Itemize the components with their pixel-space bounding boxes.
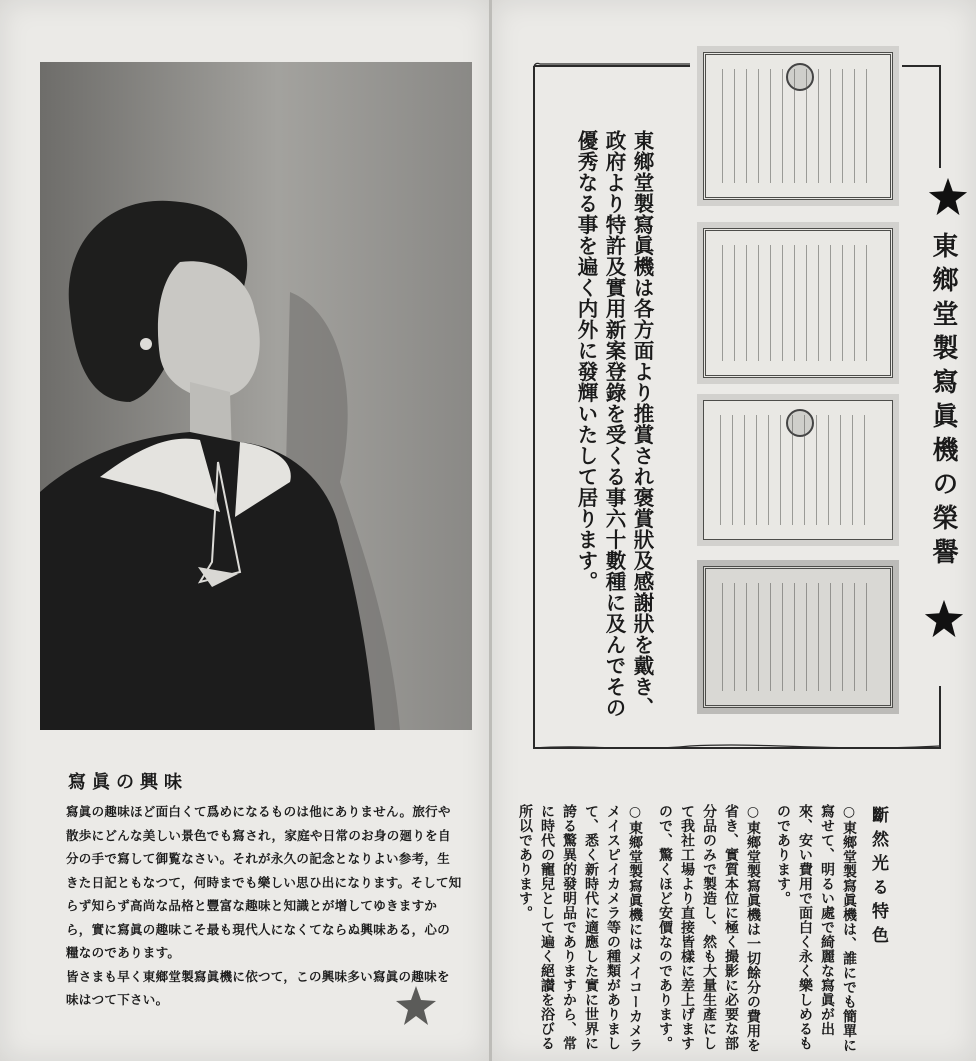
certificate-image xyxy=(697,394,899,546)
body-paragraph: 寫眞の趣味ほど面白くて爲めになるものは他にありません。旅行や散歩にどんな美しい景色でも寫され，家庭や日常のお身の廻りを自分の手で寫して御覧なさい。それが永久の記念となりよい参考，生きた日記ともなつて，何時までも樂しい思ひ出になります。そして知らず知らず高尚な品格と豐富な趣味と知識とが增してゆきますから，實に寫眞の趣味こそ最も現代人になくてならぬ興味ある，心の糧なのであります。 xyxy=(66,804,462,960)
star-icon xyxy=(923,598,965,640)
star-icon xyxy=(927,176,969,218)
body-paragraph: 皆さまも早く東鄉堂製寫眞機に依つて，この興味多い寫眞の趣味を味はつて下さい。 xyxy=(66,968,450,1007)
body-text xyxy=(66,800,462,1012)
feature-item: ○東鄉堂製寫眞機は一切餘分の費用を省き、實質本位に極く撮影に必要な部分品のみで製造し、然も大量生產にして我社工場より直接皆樣に差上げますので、驚くほど安價なのであります。 xyxy=(657,804,761,1053)
certificate-image xyxy=(697,46,899,206)
feature-list xyxy=(517,804,860,1054)
section-title: 寫眞の興味 xyxy=(68,772,188,793)
feature-title: 斷然光る特色 xyxy=(868,806,888,950)
intro-text: 東鄉堂製寫眞機は各方面より推賞され褒賞狀及感謝狀を戴き、政府より特許及實用新案登錄を受くる事六十數種に及んでその優秀なる事を遍く内外に發輝いたして居ります。 xyxy=(574,130,654,718)
feature-item: ○東鄉堂製寫眞機にはメイコーカメラメイスピイカメラ等の種類がありまして、悉く新時代に適應した實に世界に誇る驚異的發明品でありますから、常に時代の寵兒として遍く絕讃を浴びる所以であります。 xyxy=(517,804,643,1053)
feature-item: ○東鄉堂製寫眞機は、誰にでも簡單に寫せて、明るい處で綺麗な寫眞が出來、安い費用で面白く永く樂しめるものであります。 xyxy=(775,804,857,1053)
portrait-photo xyxy=(40,62,472,730)
patent-certificate-image xyxy=(697,560,899,714)
certificate-image xyxy=(697,222,899,384)
side-title: 東鄉堂製寫眞機の榮譽 xyxy=(928,232,958,572)
star-icon xyxy=(394,984,438,1028)
